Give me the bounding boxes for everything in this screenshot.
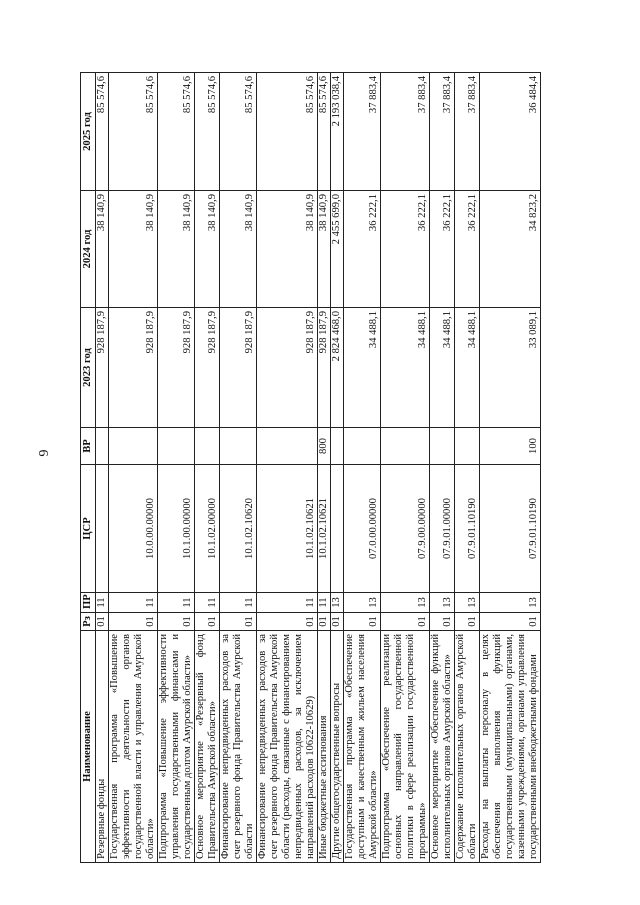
budget-table xyxy=(80,72,541,863)
row-name: Финансирование непредвиденных расходов за счет резервного фонда Правительства Амурской области xyxy=(220,631,257,863)
header-pr: ПР xyxy=(81,593,96,613)
row-2025: 85 574,6 xyxy=(195,73,220,191)
table-row xyxy=(331,73,344,863)
row-name: Подпрограмма «Повышение эффективности управления государственными финансами и государственным долгом Амурской области» xyxy=(158,631,195,863)
row-2023: 928 187,9 xyxy=(158,308,195,428)
table-row xyxy=(430,73,455,863)
row-csr xyxy=(96,465,109,593)
table-row xyxy=(480,73,541,863)
row-rz: 01 xyxy=(455,613,480,631)
row-csr: 07.0.00.00000 xyxy=(344,465,381,593)
row-2023: 34 488,1 xyxy=(381,308,430,428)
table-row xyxy=(158,73,195,863)
row-pr: 11 xyxy=(220,593,257,613)
row-2023: 928 187,9 xyxy=(195,308,220,428)
row-csr: 10.1.02.10621 xyxy=(318,465,331,593)
row-2025: 85 574,6 xyxy=(257,73,318,191)
table-row xyxy=(344,73,381,863)
table-row xyxy=(318,73,331,863)
row-2025: 85 574,6 xyxy=(220,73,257,191)
row-csr: 10.1.02.10621 xyxy=(257,465,318,593)
row-rz: 01 xyxy=(318,613,331,631)
row-2024: 38 140,9 xyxy=(109,191,158,308)
table-row xyxy=(381,73,430,863)
row-2025: 37 883,4 xyxy=(381,73,430,191)
row-2025: 36 484,4 xyxy=(480,73,541,191)
row-2024: 38 140,9 xyxy=(96,191,109,308)
row-pr: 11 xyxy=(195,593,220,613)
row-vr xyxy=(195,428,220,465)
row-2024: 36 222,1 xyxy=(455,191,480,308)
row-name: Расходы на выплаты персоналу в целях обеспечения выполнения функций государственными (муниципальными) органами, казенными учреждениями, органами управления государственными внебюджетными фондами xyxy=(480,631,541,863)
row-rz: 01 xyxy=(195,613,220,631)
row-csr xyxy=(331,465,344,593)
row-pr: 13 xyxy=(480,593,541,613)
row-vr xyxy=(381,428,430,465)
header-vr: ВР xyxy=(81,428,96,465)
row-2023: 34 488,1 xyxy=(430,308,455,428)
row-csr: 07.9.01.10190 xyxy=(455,465,480,593)
row-2023: 928 187,9 xyxy=(257,308,318,428)
row-rz: 01 xyxy=(109,613,158,631)
row-csr: 10.1.02.10620 xyxy=(220,465,257,593)
row-pr: 11 xyxy=(109,593,158,613)
table-row xyxy=(195,73,220,863)
row-2023: 34 488,1 xyxy=(455,308,480,428)
row-vr: 800 xyxy=(318,428,331,465)
table-row xyxy=(96,73,109,863)
header-csr: ЦСР xyxy=(81,465,96,593)
header-name: Наименование xyxy=(81,631,96,863)
row-2024: 36 222,1 xyxy=(381,191,430,308)
row-csr: 07.9.01.10190 xyxy=(480,465,541,593)
row-2023: 928 187,9 xyxy=(109,308,158,428)
row-vr xyxy=(331,428,344,465)
row-2023: 34 488,1 xyxy=(344,308,381,428)
row-pr: 13 xyxy=(430,593,455,613)
row-2025: 85 574,6 xyxy=(318,73,331,191)
row-name: Содержание исполнительных органов Амурской области xyxy=(455,631,480,863)
row-rz: 01 xyxy=(331,613,344,631)
row-vr xyxy=(220,428,257,465)
row-name: Другие общегосударственные вопросы xyxy=(331,631,344,863)
row-csr: 07.9.01.00000 xyxy=(430,465,455,593)
row-rz: 01 xyxy=(257,613,318,631)
row-2024: 38 140,9 xyxy=(257,191,318,308)
row-2025: 2 193 038,4 xyxy=(331,73,344,191)
row-pr: 13 xyxy=(381,593,430,613)
row-vr: 100 xyxy=(480,428,541,465)
row-name: Основное мероприятие «Резервный фонд Правительства Амурской области» xyxy=(195,631,220,863)
table-row xyxy=(455,73,480,863)
header-2023: 2023 год xyxy=(81,308,96,428)
row-pr: 13 xyxy=(331,593,344,613)
row-2023: 928 187,9 xyxy=(318,308,331,428)
row-2024: 2 455 699,0 xyxy=(331,191,344,308)
row-rz: 01 xyxy=(220,613,257,631)
row-csr: 10.1.02.00000 xyxy=(195,465,220,593)
row-2025: 37 883,4 xyxy=(430,73,455,191)
row-2025: 85 574,6 xyxy=(158,73,195,191)
row-2025: 85 574,6 xyxy=(109,73,158,191)
budget-table-sheet xyxy=(80,73,562,863)
row-name: Государственная программа «Обеспечение доступным и качественным жильем населения Амурской области» xyxy=(344,631,381,863)
row-pr: 13 xyxy=(344,593,381,613)
row-pr: 11 xyxy=(96,593,109,613)
row-2025: 85 574,6 xyxy=(96,73,109,191)
row-2024: 38 140,9 xyxy=(318,191,331,308)
row-2025: 37 883,4 xyxy=(344,73,381,191)
row-name: Резервные фонды xyxy=(96,631,109,863)
table-row xyxy=(109,73,158,863)
page-number: 6 xyxy=(35,449,50,457)
row-rz: 01 xyxy=(381,613,430,631)
row-pr: 13 xyxy=(455,593,480,613)
row-2023: 928 187,9 xyxy=(96,308,109,428)
row-pr: 11 xyxy=(257,593,318,613)
header-rz: Рз xyxy=(81,613,96,631)
row-name: Подпрограмма «Обеспечение реализации основных направлений государственной политики в сфере реализации государственной программы» xyxy=(381,631,430,863)
row-2024: 38 140,9 xyxy=(195,191,220,308)
row-csr: 10.0.00.00000 xyxy=(109,465,158,593)
row-vr xyxy=(158,428,195,465)
row-csr: 07.9.00.00000 xyxy=(381,465,430,593)
header-2025: 2025 год xyxy=(81,73,96,191)
row-name: Основное мероприятие «Обеспечение функций исполнительных органов Амурской области» xyxy=(430,631,455,863)
row-name: Финансирование непредвиденных расходов за счет резервного фонда Правительства Амурской области (расходы, связанные с финансированием непредвиденных расходов, за исключением направлений расходов 10622-10629) xyxy=(257,631,318,863)
row-pr: 11 xyxy=(318,593,331,613)
row-rz: 01 xyxy=(480,613,541,631)
header-2024: 2024 год xyxy=(81,191,96,308)
row-2023: 928 187,9 xyxy=(220,308,257,428)
row-rz: 01 xyxy=(430,613,455,631)
row-rz: 01 xyxy=(344,613,381,631)
row-name: Иные бюджетные ассигнования xyxy=(318,631,331,863)
row-vr xyxy=(109,428,158,465)
row-vr xyxy=(257,428,318,465)
row-2025: 37 883,4 xyxy=(455,73,480,191)
row-2024: 38 140,9 xyxy=(158,191,195,308)
row-2023: 33 089,1 xyxy=(480,308,541,428)
row-rz: 01 xyxy=(96,613,109,631)
row-2024: 34 823,2 xyxy=(480,191,541,308)
row-vr xyxy=(344,428,381,465)
row-vr xyxy=(430,428,455,465)
row-vr xyxy=(96,428,109,465)
row-pr: 11 xyxy=(158,593,195,613)
row-2024: 36 222,1 xyxy=(344,191,381,308)
table-row xyxy=(220,73,257,863)
table-header-row xyxy=(81,73,96,863)
row-2024: 38 140,9 xyxy=(220,191,257,308)
table-row xyxy=(257,73,318,863)
row-rz: 01 xyxy=(158,613,195,631)
row-name: Государственная программа «Повышение эффективности деятельности органов государственной власти и управления Амурской области» xyxy=(109,631,158,863)
row-csr: 10.1.00.00000 xyxy=(158,465,195,593)
row-2024: 36 222,1 xyxy=(430,191,455,308)
row-2023: 2 824 468,0 xyxy=(331,308,344,428)
row-vr xyxy=(455,428,480,465)
